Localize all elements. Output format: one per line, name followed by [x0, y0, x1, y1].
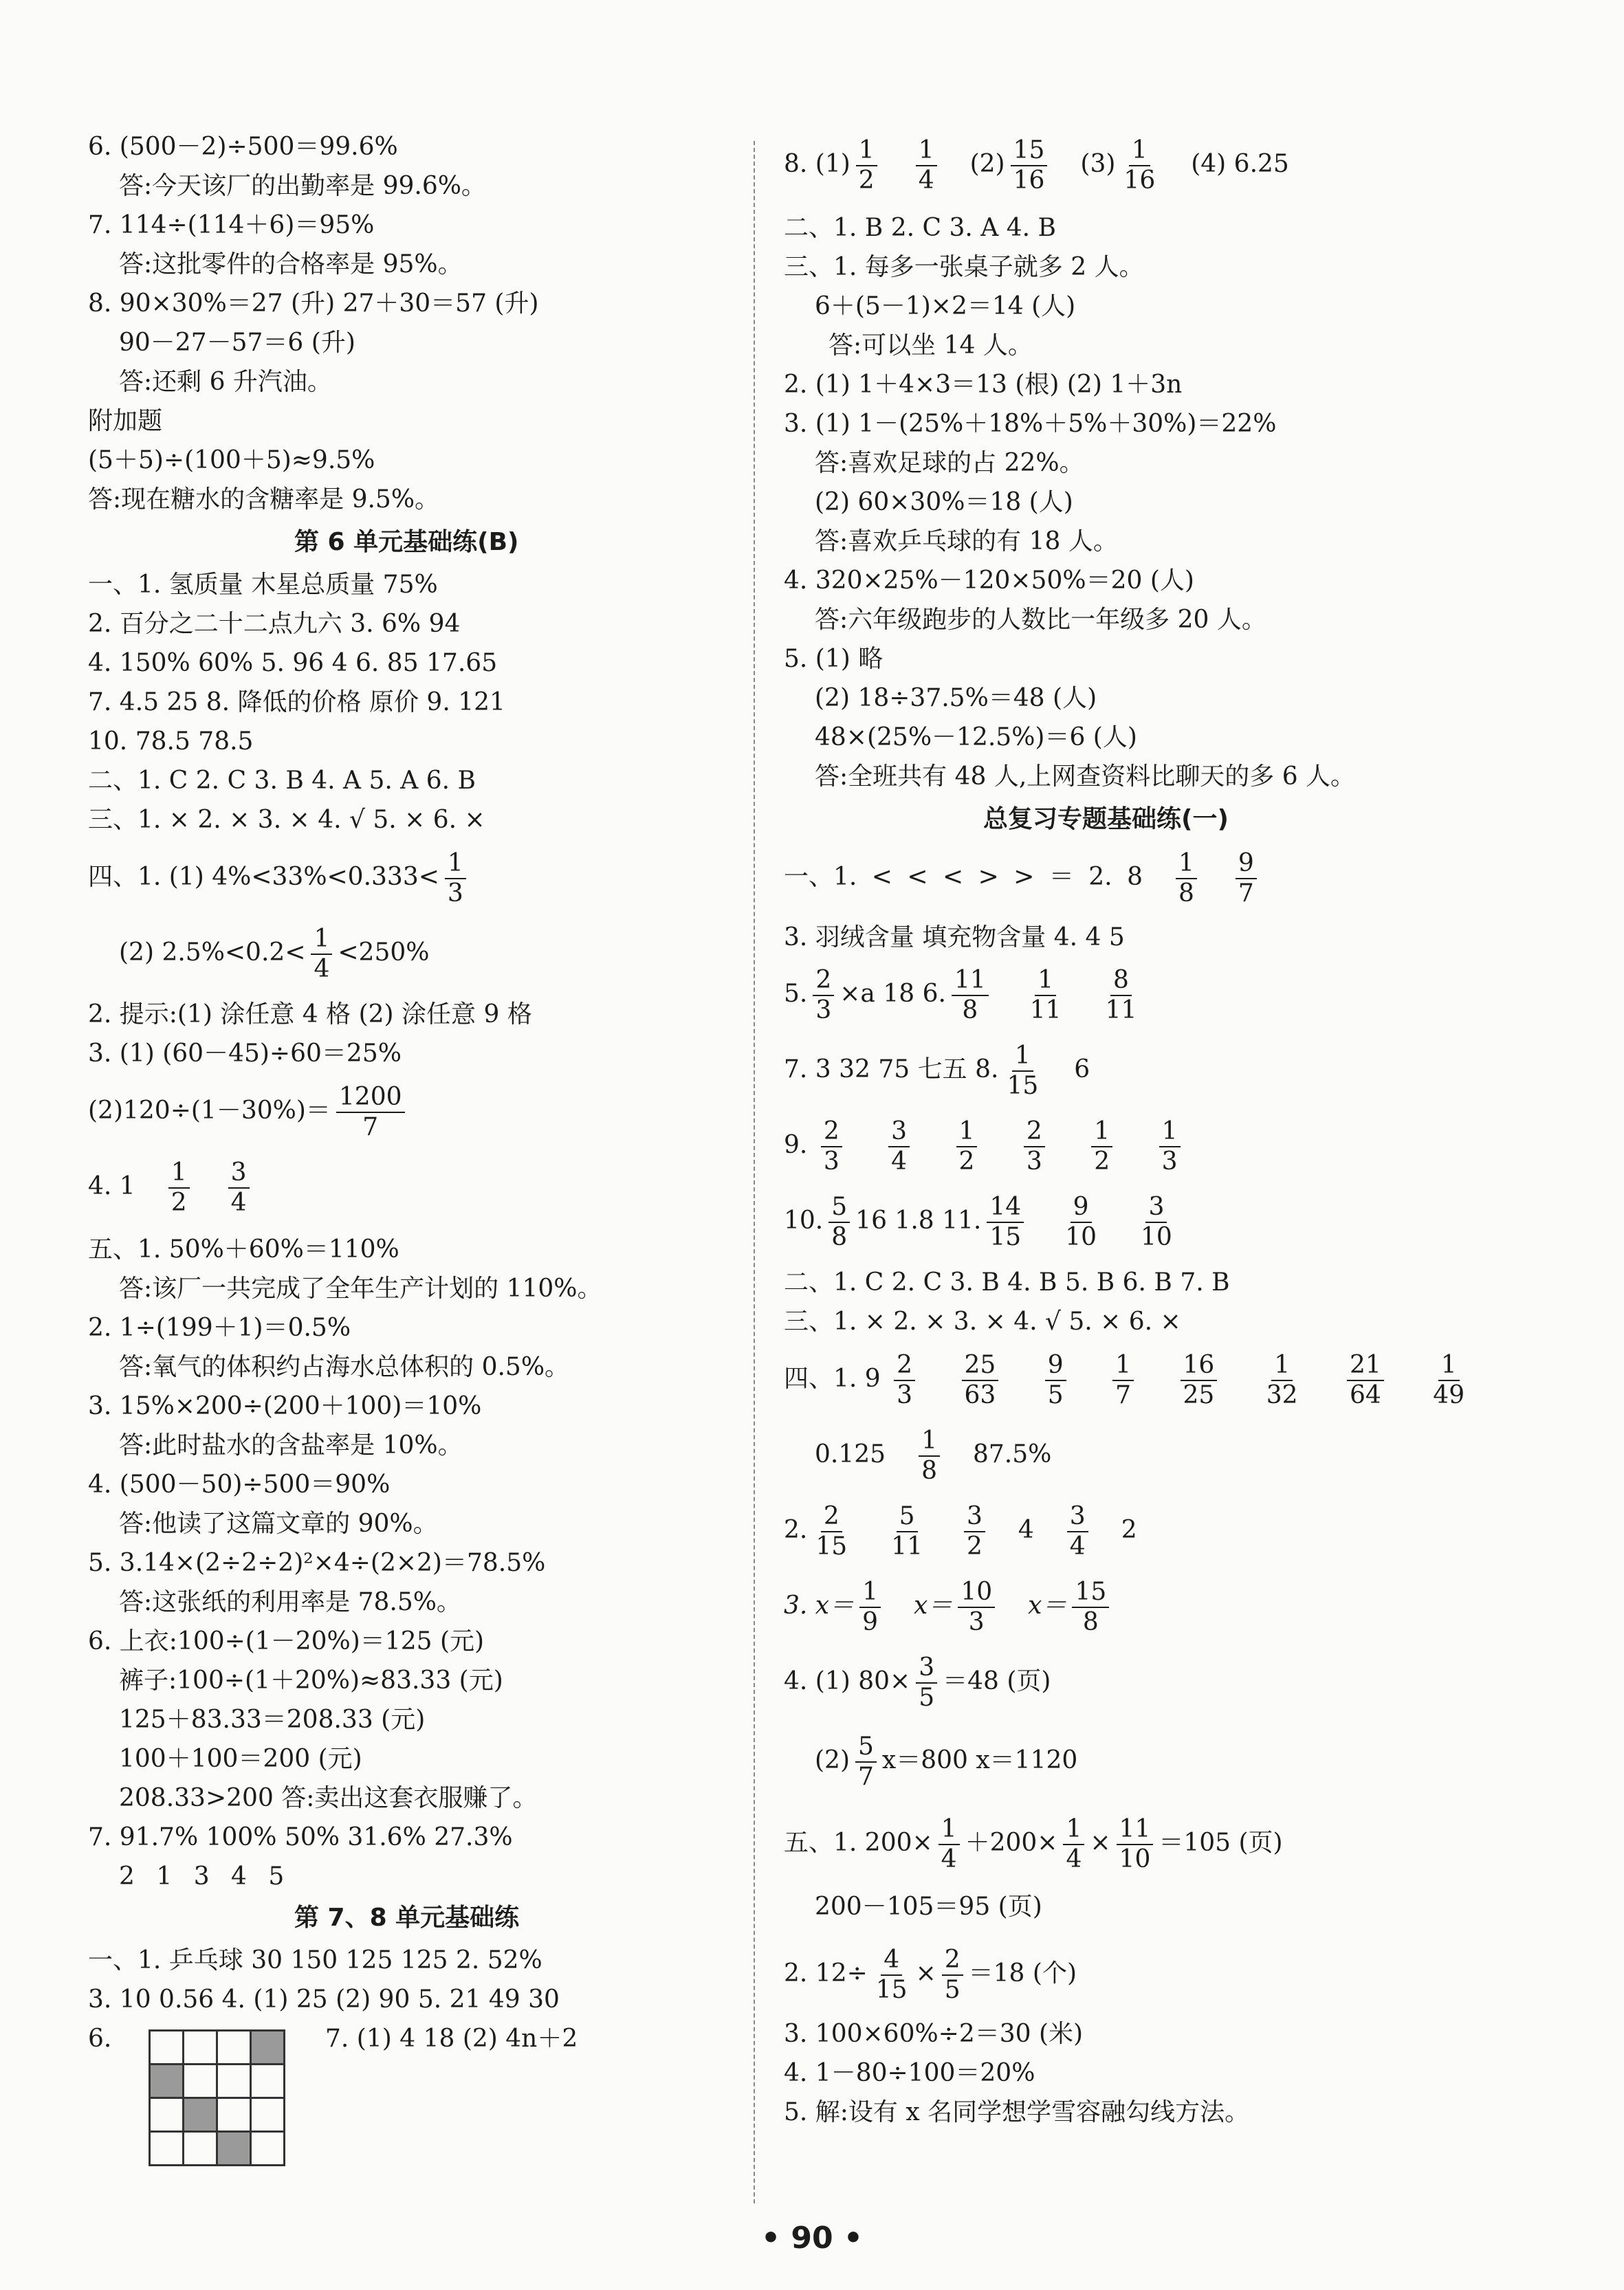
answer-line: 7. 114÷(114＋6)＝95%: [88, 211, 375, 239]
expr: 2. 12÷: [784, 1959, 868, 1988]
expr: 5.: [784, 980, 808, 1008]
denominator: 7: [858, 1763, 874, 1791]
fraction: [228, 1158, 250, 1218]
fraction: [1063, 1815, 1084, 1874]
grid-cell-shaded: [251, 2031, 285, 2065]
numerator: 25: [962, 1351, 999, 1381]
numerator: 11: [952, 966, 989, 996]
fraction: [894, 1351, 915, 1410]
fraction: [1103, 966, 1140, 1025]
fraction: [962, 1351, 999, 1410]
expr: x＝: [914, 1592, 953, 1620]
denominator: 15: [875, 1976, 908, 2004]
numerator: 1: [1159, 1117, 1181, 1147]
answer-line: 208.33>200 答:卖出这套衣服赚了。: [119, 1784, 538, 1812]
numerator: 1: [445, 849, 466, 879]
answer-line: [784, 1815, 1283, 1874]
numerator: 2: [821, 1117, 842, 1147]
answer-line: 三、1. 每多一张桌子就多 2 人。: [784, 253, 1144, 281]
answer-line: 3. 100×60%÷2＝30 (米): [784, 2020, 1084, 2048]
answer-line: 答:这批零件的合格率是 95%。: [119, 250, 463, 278]
answer-line: 2. (1) 1＋4×3＝13 (根) (2) 1＋3n: [784, 371, 1183, 399]
answer-line: 2. 提示:(1) 涂任意 4 格 (2) 涂任意 9 格: [88, 1000, 532, 1028]
numerator: 1: [859, 1578, 881, 1608]
denominator: 9: [862, 1608, 879, 1636]
answer-line: [88, 849, 472, 908]
answer-line: 答:可以坐 14 人。: [829, 331, 1033, 360]
numerator: 1200: [336, 1083, 405, 1113]
grid-cell: [251, 2098, 285, 2132]
denominator: 4: [941, 1845, 957, 1873]
numerator: 1: [916, 136, 937, 166]
numerator: 15: [1072, 1578, 1109, 1608]
numerator: 1: [856, 136, 877, 166]
numerator: 21: [1347, 1351, 1384, 1381]
numerator: 1: [1271, 1351, 1293, 1381]
denominator: 8: [1178, 879, 1194, 907]
denominator: 5: [944, 1976, 961, 2004]
fraction: [1159, 1117, 1181, 1176]
denominator: 8: [921, 1457, 937, 1485]
numerator: 3: [228, 1158, 250, 1189]
answer-line: 4. 320×25%－120×50%＝20 (人): [784, 566, 1194, 595]
numerator: 4: [881, 1946, 902, 1976]
answer-line: 3. (1) (60－45)÷60＝25%: [88, 1039, 402, 1068]
answer-line: 一、1. 氢质量 木星总质量 75%: [88, 571, 438, 599]
fraction: [888, 1117, 910, 1176]
numerator: 1: [1176, 849, 1197, 879]
numerator: 10: [958, 1578, 995, 1608]
numerator: 1: [939, 1815, 960, 1845]
denominator: 2: [958, 1147, 975, 1176]
answer-line: 答:他读了这篇文章的 90%。: [119, 1510, 438, 1538]
expr: 10.: [784, 1207, 824, 1235]
grid-cell: [217, 2065, 251, 2098]
numerator: 2: [813, 966, 834, 996]
answer-line: [784, 1351, 1473, 1410]
answer-line: 10. 78.5 78.5: [88, 727, 254, 756]
expr: ＋200×: [965, 1829, 1058, 1857]
numerator: 1: [1063, 1815, 1084, 1845]
expr: 4. 1: [88, 1172, 135, 1200]
denominator: 7: [362, 1113, 379, 1141]
fraction: [445, 849, 466, 908]
answer-line: (2) 60×30%＝18 (人): [815, 488, 1073, 516]
answer-line: [88, 1083, 410, 1142]
fraction: [942, 1946, 963, 2005]
fraction: [952, 966, 989, 1025]
fraction: [336, 1083, 405, 1142]
answer-line: 100＋100＝200 (元): [119, 1745, 362, 1773]
answer-line: [784, 1578, 1115, 1637]
numerator: 1: [311, 925, 332, 955]
expr: 五、1. 200×: [784, 1829, 933, 1857]
fraction: [1264, 1351, 1301, 1410]
fraction: [821, 1117, 842, 1176]
answer-line: 200－105＝95 (页): [815, 1893, 1042, 1921]
answer-line: 五、1. 50%＋60%＝110%: [88, 1235, 399, 1264]
denominator: 2: [858, 166, 875, 195]
grid-cell: [251, 2065, 285, 2098]
grid-cell-shaded: [184, 2098, 217, 2132]
numerator: 1: [919, 1427, 940, 1457]
expr: 3. x＝: [784, 1592, 855, 1620]
numerator: 1: [1035, 966, 1056, 996]
fraction: [168, 1158, 190, 1218]
answer-line: 3. 羽绒含量 填充物含量 4. 4 5: [784, 923, 1125, 951]
answer-line: 二、1. C 2. C 3. B 4. B 5. B 6. B 7. B: [784, 1268, 1230, 1297]
fraction: [1176, 849, 1197, 908]
numerator: 3: [888, 1117, 910, 1147]
numerator: 9: [1071, 1193, 1092, 1223]
answer-line: [784, 1193, 1181, 1252]
fraction: [1091, 1117, 1112, 1176]
denominator: 3: [815, 996, 832, 1024]
answer-line: 答:喜欢乒乓球的有 18 人。: [815, 527, 1118, 555]
numerator: 16: [1181, 1351, 1218, 1381]
answer-line: 2 1 3 4 5: [119, 1862, 285, 1891]
expr: ×a 18 6.: [840, 980, 946, 1008]
denominator: 3: [968, 1608, 985, 1636]
answer-line: 二、1. C 2. C 3. B 4. A 5. A 6. B: [88, 767, 476, 795]
grid-cell: [184, 2031, 217, 2065]
denominator: 7: [1115, 1381, 1132, 1409]
expr: 2.: [784, 1516, 808, 1544]
denominator: 7: [1238, 879, 1254, 907]
denominator: 2: [966, 1532, 983, 1561]
answer-line: 5. 3.14×(2÷2÷2)²×4÷(2×2)＝78.5%: [88, 1549, 546, 1577]
answer-line: [784, 1117, 1186, 1176]
fraction: [958, 1578, 995, 1637]
numerator: 2: [821, 1502, 842, 1532]
fraction: [1067, 1502, 1088, 1561]
fraction: [813, 966, 834, 1025]
fraction: [1112, 1351, 1134, 1410]
fraction: [987, 1193, 1024, 1252]
denominator: 25: [1183, 1381, 1215, 1409]
fraction: [1024, 1117, 1045, 1176]
answer-line: 一、1. 乒乓球 30 150 125 125 2. 52%: [88, 1946, 542, 1974]
denominator: 16: [1013, 166, 1045, 195]
fraction: [888, 1502, 925, 1561]
expr: 8. (1): [784, 150, 851, 178]
denominator: 10: [1119, 1845, 1151, 1873]
denominator: 4: [314, 955, 330, 983]
fraction: [1062, 1193, 1099, 1252]
denominator: 4: [918, 166, 934, 195]
answer-line: [784, 849, 1262, 908]
fraction: [311, 925, 332, 984]
answer-line: 3. (1) 1－(25%＋18%＋5%＋30%)＝22%: [784, 410, 1277, 438]
expr: 4. (1) 80×: [784, 1667, 911, 1695]
answer-line: (5＋5)÷(100＋5)≈9.5%: [88, 446, 375, 474]
numerator: 1: [1129, 136, 1150, 166]
fraction: [813, 1502, 850, 1561]
answer-line: 4. 150% 60% 5. 96 4 6. 85 17.65: [88, 649, 498, 677]
answer-line: 答:该厂一共完成了全年生产计划的 110%。: [119, 1275, 602, 1303]
expr: (2): [815, 1746, 850, 1774]
expr: (2)120÷(1－30%)＝: [88, 1097, 331, 1125]
denominator: 16: [1123, 166, 1156, 195]
numerator: 1: [956, 1117, 978, 1147]
denominator: 2: [1094, 1147, 1110, 1176]
section-heading: 第 7、8 单元基础练: [294, 1904, 520, 1932]
denominator: 63: [964, 1381, 996, 1409]
answer-line: 8. 90×30%＝27 (升) 27＋30＝57 (升): [88, 289, 539, 318]
numerator: 9: [1236, 849, 1257, 879]
denominator: 15: [1007, 1072, 1039, 1100]
answer-line: 125＋83.33＝208.33 (元): [119, 1706, 426, 1734]
denominator: 8: [962, 996, 978, 1024]
answer-line: [784, 1042, 1090, 1101]
answer-line: 答:此时盐水的含盐率是 10%。: [119, 1431, 463, 1460]
denominator: 10: [1065, 1223, 1097, 1251]
expr: 四、1. 9: [784, 1365, 881, 1393]
answer-line: 2. 百分之二十二点九六 3. 6% 94: [88, 610, 461, 638]
expr: ×: [915, 1959, 936, 1988]
answer-line: [784, 1502, 1137, 1561]
fraction: [1347, 1351, 1384, 1410]
answer-line: 5. (1) 略: [784, 645, 884, 673]
expr: ＝48 (页): [943, 1667, 1051, 1695]
expr: 4: [1018, 1516, 1034, 1544]
answer-line: 答:全班共有 48 人,上网查资料比聊天的多 6 人。: [815, 762, 1356, 791]
expr: 87.5%: [972, 1440, 1052, 1468]
expr: <250%: [338, 938, 430, 967]
column-divider: [754, 141, 755, 2203]
grid-cell: [150, 2031, 184, 2065]
answer-line: 答:氧气的体积约占海水总体积的 0.5%。: [119, 1353, 570, 1381]
expr: 一、1. < < < > > ＝ 2. 8: [784, 863, 1143, 891]
grid-cell: [217, 2098, 251, 2132]
denominator: 3: [823, 1147, 840, 1176]
denominator: 15: [815, 1532, 848, 1561]
fraction: [1027, 966, 1064, 1025]
fraction: [1430, 1351, 1467, 1410]
grid-cell: [150, 2132, 184, 2166]
answer-line: [784, 136, 1289, 195]
fraction: [856, 136, 877, 195]
answer-line: 三、1. × 2. × 3. × 4. √ 5. × 6. ×: [784, 1308, 1181, 1336]
answer-line: 3. 10 0.56 4. (1) 25 (2) 90 5. 21 49 30: [88, 1985, 560, 2014]
fraction: [1072, 1578, 1109, 1637]
answer-line: 答:这张纸的利用率是 78.5%。: [119, 1588, 461, 1616]
fraction: [829, 1193, 850, 1252]
fraction: [859, 1578, 881, 1637]
fraction: [939, 1815, 960, 1874]
answer-line: [815, 1732, 1077, 1792]
expr: 7. 3 32 75 七五 8.: [784, 1055, 999, 1083]
denominator: 8: [831, 1223, 848, 1251]
grid-cell: [217, 2031, 251, 2065]
answer-line: (2) 18÷37.5%＝48 (人): [815, 684, 1097, 712]
answer-line: 2. 1÷(199＋1)＝0.5%: [88, 1314, 351, 1342]
fraction: [1121, 136, 1158, 195]
expr: 四、1. (1) 4%<33%<0.333<: [88, 863, 439, 891]
numerator: 2: [894, 1351, 915, 1381]
denominator: 10: [1141, 1223, 1172, 1251]
answer-line: [88, 1158, 255, 1218]
expr: ×: [1090, 1829, 1111, 1857]
answer-line: 4. 1－80÷100＝20%: [784, 2059, 1035, 2087]
grid-cell-shaded: [150, 2065, 184, 2098]
denominator: 4: [1069, 1532, 1086, 1561]
fraction: [1117, 1815, 1154, 1874]
answer-line: 裤子:100÷(1＋20%)≈83.33 (元): [119, 1666, 503, 1695]
denominator: 32: [1266, 1381, 1298, 1409]
denominator: 4: [891, 1147, 908, 1176]
answer-line: [784, 966, 1145, 1025]
numerator: 3: [1067, 1502, 1088, 1532]
page-number: • 90 •: [760, 2221, 864, 2256]
denominator: 64: [1350, 1381, 1381, 1409]
denominator: 3: [897, 1381, 913, 1409]
fraction: [1011, 136, 1048, 195]
answer-line: [119, 925, 429, 984]
answer-line: 90－27－57＝6 (升): [119, 329, 355, 357]
grid-cell: [251, 2132, 285, 2166]
denominator: 11: [891, 1532, 923, 1561]
denominator: 2: [171, 1189, 187, 1217]
fraction: [873, 1946, 910, 2005]
fraction: [1181, 1351, 1218, 1410]
numerator: 2: [1024, 1117, 1045, 1147]
denominator: 11: [1105, 996, 1137, 1024]
numerator: 5: [897, 1502, 918, 1532]
numerator: 1: [1012, 1042, 1033, 1072]
denominator: 8: [1082, 1608, 1099, 1636]
numerator: 5: [855, 1732, 877, 1763]
fraction: [916, 1653, 937, 1713]
answer-line: 5. 解:设有 x 名同学想学雪容融勾线方法。: [784, 2098, 1250, 2126]
grid-cell: [184, 2065, 217, 2098]
answer-line: 答:喜欢足球的占 22%。: [815, 449, 1084, 477]
fraction: [916, 136, 937, 195]
denominator: 15: [989, 1223, 1022, 1251]
expr: 16 1.8 11.: [855, 1207, 982, 1235]
fraction: [956, 1117, 978, 1176]
expr: (2): [969, 150, 1005, 178]
fraction: [919, 1427, 940, 1486]
expr: 9.: [784, 1131, 808, 1159]
numerator: 3: [916, 1653, 937, 1684]
expr: (2) 2.5%<0.2<: [119, 938, 306, 967]
answer-line: 4. (500－50)÷500＝90%: [88, 1471, 391, 1499]
fraction: [855, 1732, 877, 1792]
fraction: [964, 1502, 985, 1561]
answer-line: 48×(25%－12.5%)＝6 (人): [815, 723, 1137, 751]
section-heading: 第 6 单元基础练(B): [294, 528, 519, 556]
section-heading: 总复习专题基础练(一): [983, 805, 1229, 833]
answer-line: 6. (500－2)÷500＝99.6%: [88, 133, 398, 161]
expr: 0.125: [815, 1440, 886, 1468]
expr: x＝800 x＝1120: [881, 1746, 1078, 1774]
grid-cell: [150, 2098, 184, 2132]
denominator: 49: [1433, 1381, 1465, 1409]
numerator: 3: [964, 1502, 985, 1532]
expr: ＝18 (个): [968, 1959, 1077, 1988]
answer-line: 7. (1) 4 18 (2) 4n＋2: [325, 2025, 578, 2053]
answer-line: 7. 91.7% 100% 50% 31.6% 27.3%: [88, 1823, 513, 1851]
answer-line: 三、1. × 2. × 3. × 4. √ 5. × 6. ×: [88, 806, 485, 834]
numerator: 8: [1110, 966, 1132, 996]
grid-cell: [184, 2132, 217, 2166]
denominator: 11: [1029, 996, 1062, 1024]
numerator: 3: [1145, 1193, 1167, 1223]
denominator: 3: [1161, 1147, 1178, 1176]
answer-line: 3. 15%×200÷(200＋100)＝10%: [88, 1392, 482, 1420]
answer-line: [815, 1427, 1051, 1486]
denominator: 3: [1026, 1147, 1042, 1176]
expr: 6: [1074, 1055, 1090, 1083]
expr: (3): [1080, 150, 1116, 178]
answer-line: 6＋(5－1)×2＝14 (人): [815, 292, 1076, 320]
answer-line: [784, 1946, 1077, 2005]
fraction: [1138, 1193, 1175, 1252]
answer-line: 7. 4.5 25 8. 降低的价格 原价 9. 121: [88, 688, 505, 716]
answer-line: 答:六年级跑步的人数比一年级多 20 人。: [815, 606, 1266, 634]
denominator: 3: [447, 879, 463, 907]
numerator: 11: [1117, 1815, 1154, 1845]
numerator: 1: [1438, 1351, 1460, 1381]
answer-line: 答:现在糖水的含糖率是 9.5%。: [88, 485, 440, 514]
numerator: 1: [1112, 1351, 1134, 1381]
numerator: 9: [1045, 1351, 1066, 1381]
numerator: 14: [987, 1193, 1024, 1223]
shaded-grid: [149, 2029, 285, 2166]
answer-line: [784, 1653, 1051, 1713]
numerator: 1: [168, 1158, 190, 1189]
answer-line: 答:还剩 6 升汽油。: [119, 368, 332, 396]
grid-cell-shaded: [217, 2132, 251, 2166]
answer-line: 二、1. B 2. C 3. A 4. B: [784, 214, 1056, 242]
denominator: 5: [1047, 1381, 1064, 1409]
denominator: 5: [919, 1684, 935, 1712]
numerator: 15: [1011, 136, 1048, 166]
expr: 2: [1121, 1516, 1137, 1544]
section-label: 附加题: [88, 407, 163, 435]
expr: x＝: [1028, 1592, 1067, 1620]
expr: ＝105 (页): [1159, 1829, 1283, 1857]
numerator: 2: [942, 1946, 963, 1976]
expr: (4) 6.25: [1191, 150, 1289, 178]
numerator: 5: [829, 1193, 850, 1223]
fraction: [1236, 849, 1257, 908]
answer-line: 答:今天该厂的出勤率是 99.6%。: [119, 172, 486, 200]
fraction: [1045, 1351, 1066, 1410]
numerator: 1: [1091, 1117, 1112, 1147]
denominator: 4: [1066, 1845, 1082, 1873]
denominator: 4: [230, 1189, 247, 1217]
fraction: [1004, 1042, 1041, 1101]
answer-line: 6. 上衣:100÷(1－20%)＝125 (元): [88, 1627, 485, 1655]
answer-line: 6.: [88, 2025, 112, 2053]
